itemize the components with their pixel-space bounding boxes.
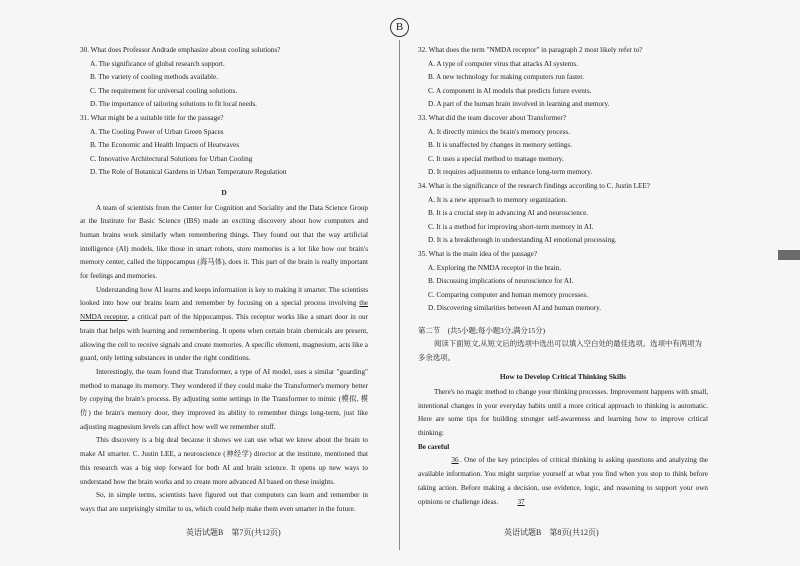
cloze-paragraph-2-text: . One of the key principles of critical thinking is asking questions and analyzing the available information. You might surprise yourself at what you find when you stop to think before taking action. Before making a decision, use evidence, logic, and reasoning to support your own opinions or challenge ideas. — [418, 456, 708, 506]
page-footer-left: 英语试题B 第7页(共12页) — [186, 528, 281, 537]
q32-option-d: D. A part of the human brain involved in learning and memory. — [428, 100, 610, 109]
q35-option-b: B. Discussing implications of neuroscience for AI. — [428, 277, 574, 286]
q33-option-c: C. It uses a special method to manage memory. — [428, 154, 564, 163]
cloze-paragraph-2 — [418, 454, 708, 509]
q35-option-a: A. Exploring the NMDA receptor in the brain. — [428, 263, 562, 272]
p2-text-before: Understanding how AI learns and keeps information is key to making it smarter. The scientists looked into how our brains learn and remember by focusing on a special process involving — [80, 285, 368, 308]
page-footer-right: 英语试题B 第8页(共12页) — [504, 528, 599, 537]
q31-option-c: C. Innovative Architectural Solutions for Urban Cooling — [90, 154, 253, 163]
q33-option-d: D. It requires adjustments to enhance long-term memory. — [428, 168, 593, 177]
q31-option-a: A. The Cooling Power of Urban Green Spaces — [90, 127, 224, 136]
right-column — [418, 44, 708, 509]
q34-option-c: C. It is a method for improving short-term memory in AI. — [428, 222, 594, 231]
q30-option-b: B. The variety of cooling methods available. — [90, 73, 219, 82]
section-instructions: 阅读下面短文,从短文后的选项中选出可以填入空白处的最佳选项。选项中有两项为多余选项。 — [418, 339, 702, 362]
passage-heading: D — [221, 187, 227, 197]
question-30: 30. What does Professor Andrade emphasize about cooling solutions? — [80, 46, 281, 54]
q30-option-d: D. The importance of tailoring solutions to fit local needs. — [90, 100, 257, 109]
p2-text-after: , a critical part of the hippocampus. This receptor works like a smart door in our brain that helps with learning and remembering. It opens when certain brain chemicals are present, allowing the cell to receive signals and create memories. A specific element, magnesium, acts like a guard, only letting substances in under the right conditions. — [80, 313, 368, 363]
question-33: 33. What did the team discover about Transformer? — [418, 113, 566, 122]
q32-option-a: A. A type of computer virus that attacks AI systems. — [428, 59, 578, 68]
q30-option-a: A. The significance of global research support. — [90, 59, 225, 68]
column-divider — [399, 40, 400, 550]
passage-paragraph-2 — [80, 284, 368, 366]
question-31: 31. What might be a suitable title for the passage? — [80, 113, 224, 122]
question-32: 32. What does the term "NMDA receptor" in paragraph 2 most likely refer to? — [418, 46, 643, 54]
q31-option-b: B. The Economic and Health Impacts of Heatwaves — [90, 141, 240, 150]
passage-paragraph-3: Interestingly, the team found that Transformer, a type of AI model, uses a similar "guarding" method to manage its memory. They wondered if they could make the Transformer's memory better by copying the brain's process. By adjusting some settings in the Transformer to mimic (模拟, 模仿) the brain's memory door, they improved its ability to remember things long-term, just like adjusting magnesium levels can affect how well we remember stuff. — [80, 367, 368, 431]
q32-option-b: B. A new technology for making computers run faster. — [428, 73, 585, 82]
passage-paragraph-4: This discovery is a big deal because it shows we can use what we know about the brain to make AI smarter. C. Justin LEE, a neuroscience (神经学) director at the institute, mentioned that this research was a big step forward for both AI and brain science. It opens up new ways to understand how the brain works and to create more advanced AI based on these insights. — [80, 436, 368, 486]
q33-option-b: B. It is unaffected by changes in memory settings. — [428, 141, 572, 150]
passage-paragraph-1: A team of scientists from the Center for Cognition and Sociality and the Data Science Group at the Institute for Basic Science (IBS) made an exciting discovery about how computers and human brains work similarly when remembering things. They found out that the way artificial intelligence (AI) models, like those in smart robots, store memories is a lot like how our brain's memory center, called the hippocampus (海马体), does it. This part of the brain is really important for feelings and memories. — [80, 203, 368, 281]
cloze-title: How to Develop Critical Thinking Skills — [499, 372, 627, 382]
section-heading: 第二节 (共5小题;每小题3分,满分15分) — [418, 325, 546, 335]
q35-option-d: D. Discovering similarities between AI and human memory. — [428, 304, 601, 313]
q34-option-b: B. It is a crucial step in advancing AI and neuroscience. — [428, 209, 589, 218]
nmda-receptor-underline: the NMDA receptor — [80, 299, 368, 322]
version-badge: B — [390, 18, 409, 37]
question-35: 35. What is the main idea of the passage? — [418, 249, 538, 258]
left-column — [80, 44, 368, 517]
edge-tab-marker — [778, 250, 800, 260]
cloze-subheading: Be careful — [418, 442, 450, 451]
passage-paragraph-5: So, in simple terms, scientists have figured out that computers can learn and remember in ways that are surprisingly similar to us, which could help make them even smarter in the future. — [80, 491, 368, 513]
q35-option-c: C. Comparing computer and human memory processes. — [428, 290, 589, 299]
blank-36: 36 — [451, 456, 459, 465]
q34-option-d: D. It is a breakthrough in understanding AI emotional processing. — [428, 236, 617, 245]
cloze-paragraph-1: There's no magic method to change your thinking processes. Improvement happens with small, intentional changes in your everyday habits until a more critical approach to thinking is automatic. Here are some tips for building stronger self-awareness and learning how to improve critical thinking: — [418, 388, 708, 438]
q30-option-c: C. The requirement for universal cooling solutions. — [90, 86, 238, 95]
question-34: 34. What is the significance of the research findings according to C. Justin LEE? — [418, 181, 650, 190]
q34-option-a: A. It is a new approach to memory organization. — [428, 195, 568, 204]
q33-option-a: A. It directly mimics the brain's memory process. — [428, 127, 571, 136]
q31-option-d: D. The Role of Botanical Gardens in Urban Temperature Regulation — [90, 168, 287, 177]
q32-option-c: C. A component in AI models that predicts future events. — [428, 86, 592, 95]
blank-37: 37 — [517, 497, 525, 506]
